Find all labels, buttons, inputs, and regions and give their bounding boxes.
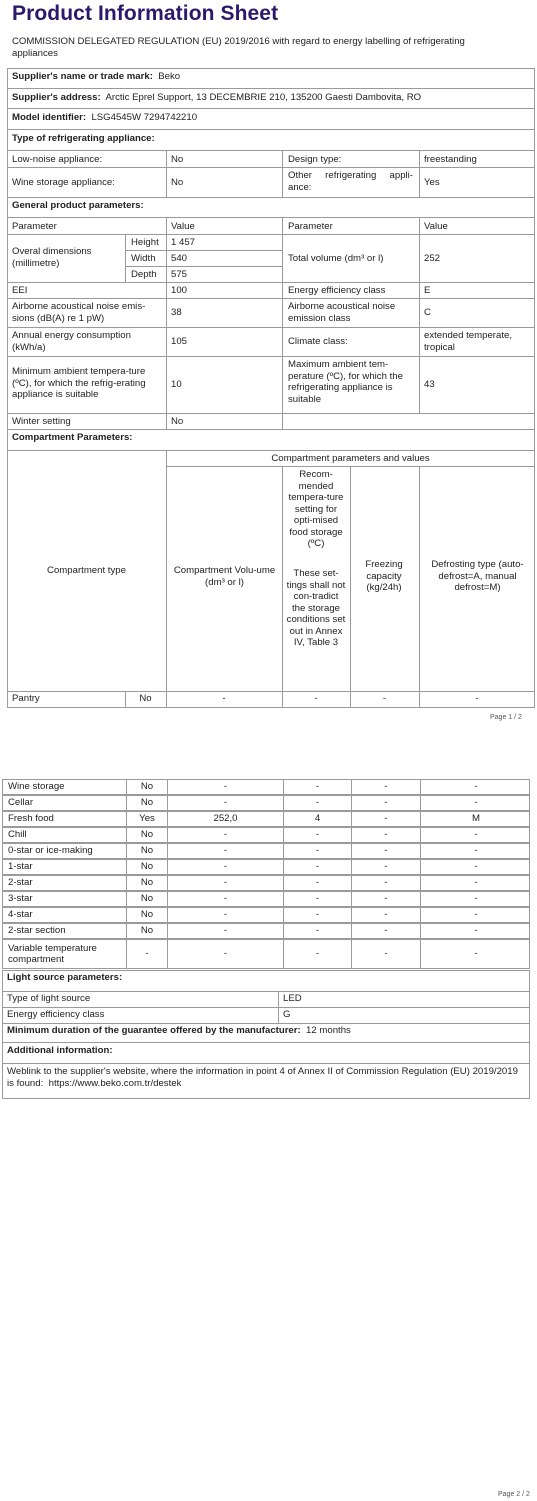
compartment-cell-temp: 4	[283, 812, 351, 826]
max-temp-label: Maximum ambient tem-perature (ºC), for which the refrigerating appliance is suitable	[288, 359, 403, 405]
pantry-volume: -	[222, 693, 226, 704]
depth-value: 575	[171, 269, 188, 280]
design-label: Design type:	[288, 154, 342, 165]
dimensions-label: Overal dimensions (millimetre)	[12, 246, 92, 269]
compartment-cell-label: 0-star or ice-making	[8, 845, 93, 857]
table-row	[2, 891, 530, 907]
compartment-cell-defrost: M	[420, 812, 531, 826]
compartment-cell-presence: No	[126, 780, 167, 794]
compartment-cell-volume: -	[167, 860, 283, 874]
compartment-cell-presence: No	[126, 796, 167, 810]
table-row	[2, 779, 530, 795]
page-number-2: Page 2 / 2	[498, 1491, 530, 1498]
supplier-value: Beko	[158, 71, 181, 82]
compartment-cell-defrost: -	[420, 828, 531, 842]
compartment-cell-presence: No	[126, 892, 167, 906]
compartment-freezing-header: Freezing capacity (kg/24h)	[365, 559, 403, 593]
compartment-cell-label: Wine storage	[8, 781, 65, 793]
compartment-cell-volume: -	[167, 876, 283, 890]
noise-label: Airborne acoustical noise emis-sions (dB(A) re 1 pW)	[12, 301, 146, 324]
table-row	[2, 923, 530, 939]
width-value: 540	[171, 253, 188, 264]
compartment-cell-temp: -	[283, 892, 351, 906]
model-label: Model identifier:	[12, 112, 87, 123]
min-temp-value: 10	[171, 379, 182, 390]
compartment-cell-label: Chill	[8, 829, 27, 841]
noise-class-value: C	[424, 307, 431, 318]
compartment-cell-presence: No	[126, 860, 167, 874]
page-number-1: Page 1 / 2	[490, 714, 522, 721]
winter-label: Winter setting	[12, 416, 71, 427]
compartment-cell-volume: -	[167, 892, 283, 906]
address-label: Supplier's address:	[12, 92, 101, 103]
compartment-cell-defrost: -	[420, 796, 531, 810]
eec-value: E	[424, 285, 431, 296]
table-row	[2, 843, 530, 859]
compartment-cell-presence: No	[126, 844, 167, 858]
compartment-cell-label: Fresh food	[8, 813, 54, 825]
general-value-header-2: Value	[424, 221, 448, 232]
compartment-cell-temp: -	[283, 924, 351, 938]
compartment-cell-temp: -	[283, 860, 351, 874]
min-temp-label: Minimum ambient tempera-ture (ºC), for which the refrig-erating appliance is suitable	[12, 366, 146, 400]
design-value: freestanding	[424, 154, 477, 165]
compartment-cell-freezing: -	[351, 940, 420, 968]
general-value-header: Value	[171, 221, 195, 232]
table-row	[2, 795, 530, 811]
compartment-cell-defrost: -	[420, 908, 531, 922]
low-noise-label: Low-noise appliance:	[12, 154, 103, 165]
compartment-cell-defrost: -	[420, 924, 531, 938]
table-row	[2, 827, 530, 843]
pantry-freezing: -	[382, 693, 387, 704]
compartment-cell-label: 2-star section	[8, 925, 66, 937]
compartment-cell-label: 1-star	[8, 861, 33, 873]
compartment-cell-presence: No	[126, 828, 167, 842]
compartment-cell-temp: -	[283, 828, 351, 842]
compartment-cell-volume: -	[167, 796, 283, 810]
eei-label: EEI	[12, 285, 28, 296]
type-heading: Type of refrigerating appliance:	[12, 133, 155, 144]
climate-value: extended temperate, tropical	[424, 330, 513, 353]
compartment-cell-presence: No	[126, 876, 167, 890]
energy-value: 105	[171, 336, 188, 347]
compartment-group-header: Compartment parameters and values	[271, 453, 430, 464]
page-title: Product Information Sheet	[12, 2, 279, 25]
low-noise-value: No	[171, 154, 184, 165]
additional-heading: Additional information:	[7, 1045, 113, 1056]
compartment-cell-temp: -	[283, 940, 351, 968]
table-row	[2, 939, 530, 969]
compartment-temp-note: These set-tings shall not con-tradict the storage conditions set out in Annex IV, Table 3	[286, 568, 346, 648]
compartment-cell-defrost: -	[420, 844, 531, 858]
compartment-cell-freezing: -	[351, 876, 420, 890]
noise-value: 38	[171, 307, 182, 318]
table-row	[2, 907, 530, 923]
pantry-label: Pantry	[12, 693, 40, 704]
compartment-heading: Compartment Parameters:	[12, 432, 133, 443]
light-type-value: LED	[283, 993, 302, 1004]
pantry-defrost: -	[475, 693, 479, 704]
compartment-cell-defrost: -	[420, 940, 531, 968]
supplier-label: Supplier's name or trade mark:	[12, 71, 153, 82]
compartment-cell-freezing: -	[351, 796, 420, 810]
compartment-cell-label: 3-star	[8, 893, 33, 905]
compartment-cell-label: Cellar	[8, 797, 34, 809]
regulation-text: COMMISSION DELEGATED REGULATION (EU) 2019/2016 with regard to energy labelling of refrigerating appliances	[12, 36, 465, 59]
noise-class-label: Airborne acoustical noise emission class	[288, 301, 396, 324]
compartment-cell-volume: -	[167, 844, 283, 858]
general-param-header: Parameter	[12, 221, 57, 232]
compartment-cell-freezing: -	[351, 860, 420, 874]
address-value: Arctic Eprel Support, 13 DECEMBRIE 210, 135200 Gaesti Dambovita, RO	[105, 92, 422, 103]
compartment-cell-freezing: -	[351, 812, 420, 826]
compartment-cell-temp: -	[283, 796, 351, 810]
compartment-cell-presence: No	[126, 908, 167, 922]
eei-value: 100	[171, 285, 188, 296]
compartment-temp-header: Recom-mended tempera-ture setting for opti-mised food storage (ºC)	[288, 469, 344, 549]
width-label: Width	[131, 253, 156, 264]
compartment-cell-freezing: -	[351, 828, 420, 842]
compartment-cell-freezing: -	[351, 780, 420, 794]
guarantee-label: Minimum duration of the guarantee offered by the manufacturer:	[7, 1025, 301, 1036]
light-class-value: G	[283, 1009, 291, 1020]
model-value: LSG4545W 7294742210	[91, 112, 198, 123]
volume-value: 252	[424, 253, 441, 264]
compartment-cell-defrost: -	[420, 860, 531, 874]
light-class-label: Energy efficiency class	[7, 1009, 105, 1020]
compartment-volume-header: Compartment Volu-ume (dm³ or l)	[173, 565, 276, 588]
guarantee-value: 12 months	[306, 1025, 351, 1036]
general-param-header-2: Parameter	[288, 221, 333, 232]
compartment-cell-presence: Yes	[126, 812, 167, 826]
compartment-cell-volume: -	[167, 940, 283, 968]
compartment-cell-presence: -	[126, 940, 167, 968]
compartment-cell-label: 2-star	[8, 877, 33, 889]
compartment-cell-temp: -	[283, 844, 351, 858]
compartment-cell-volume: -	[167, 924, 283, 938]
compartment-cell-volume: -	[167, 780, 283, 794]
compartment-cell-freezing: -	[351, 908, 420, 922]
compartment-cell-volume: -	[167, 828, 283, 842]
compartment-type-header: Compartment type	[47, 565, 126, 576]
compartment-cell-defrost: -	[420, 876, 531, 890]
height-label: Height	[131, 237, 159, 248]
height-value: 1 457	[171, 237, 196, 248]
light-heading: Light source parameters:	[7, 972, 123, 983]
compartment-cell-temp: -	[283, 780, 351, 794]
compartment-cell-defrost: -	[420, 892, 531, 906]
table-row	[2, 859, 530, 875]
weblink-url[interactable]: https://www.beko.com.tr/destek	[48, 1077, 182, 1089]
compartment-cell-label: 4-star	[8, 909, 33, 921]
light-type-label: Type of light source	[7, 993, 91, 1004]
compartment-defrost-header: Defrosting type (auto-defrost=A, manual defrost=M)	[431, 559, 524, 593]
pantry-value: No	[139, 693, 152, 704]
winter-value: No	[171, 416, 184, 427]
weblink-text: Weblink to the supplier's website, where the information in point 4 of Annex II of Commission Regulation (EU) 2019/2019 is found:	[7, 1066, 518, 1089]
max-temp-value: 43	[424, 379, 435, 390]
climate-label: Climate class:	[288, 336, 348, 347]
compartment-cell-freezing: -	[351, 844, 420, 858]
wine-label: Wine storage appliance:	[12, 177, 115, 188]
volume-label: Total volume (dm³ or l)	[288, 253, 384, 264]
compartment-cell-freezing: -	[351, 924, 420, 938]
compartment-cell-freezing: -	[351, 892, 420, 906]
compartment-cell-temp: -	[283, 876, 351, 890]
compartment-cell-presence: No	[126, 924, 167, 938]
compartment-cell-defrost: -	[420, 780, 531, 794]
compartment-cell-volume: 252,0	[167, 812, 283, 826]
depth-label: Depth	[131, 269, 157, 280]
compartment-cell-temp: -	[283, 908, 351, 922]
wine-value: No	[171, 177, 184, 188]
energy-label: Annual energy consumption (kWh/a)	[12, 330, 131, 353]
general-heading: General product parameters:	[12, 200, 144, 211]
compartment-cell-label: Variable temperature compartment	[8, 942, 97, 965]
table-row	[2, 811, 530, 827]
table-row	[2, 875, 530, 891]
eec-label: Energy efficiency class	[288, 285, 386, 296]
pantry-temp: -	[314, 693, 318, 704]
other-label: Other refrigerating appli-ance:	[288, 170, 413, 193]
compartment-cell-volume: -	[167, 908, 283, 922]
other-value: Yes	[424, 177, 440, 188]
